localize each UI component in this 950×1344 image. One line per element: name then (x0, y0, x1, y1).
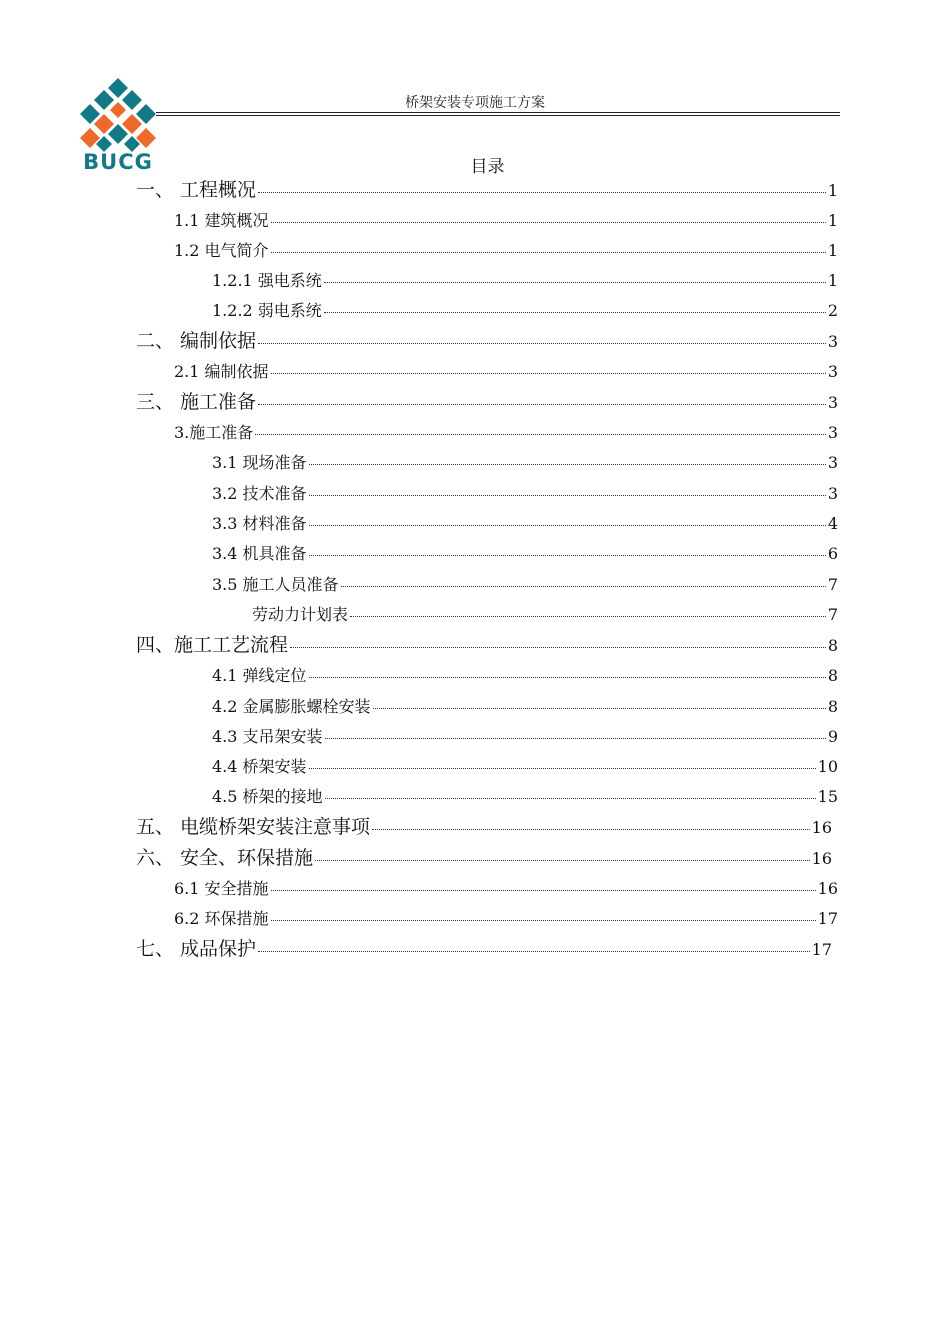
toc-entry-label: 4.1 弹线定位 (212, 666, 307, 685)
toc-page-number: 1 (827, 181, 838, 200)
toc-leader-dots (271, 889, 816, 891)
toc-entry[interactable] (212, 450, 838, 473)
toc-leader-dots (258, 403, 826, 405)
toc-page-number: 9 (827, 727, 838, 746)
toc-leader-dots (309, 767, 816, 769)
toc-entry[interactable] (136, 843, 832, 870)
toc-page-number: 3 (827, 484, 838, 503)
toc-entry-label: 2.1 编制依据 (174, 362, 269, 381)
toc-entry[interactable] (136, 326, 838, 353)
toc-page-number: 16 (811, 818, 832, 837)
toc-entry[interactable] (252, 602, 838, 625)
toc-leader-dots (290, 646, 826, 648)
toc-entry[interactable] (174, 208, 838, 231)
header-rule-thin (156, 115, 840, 116)
toc-page-number: 4 (827, 514, 838, 533)
toc-leader-dots (309, 524, 826, 526)
toc-entry-label: 劳动力计划表 (252, 605, 349, 624)
toc-leader-dots (309, 554, 826, 556)
toc-entry-label: 四、施工工艺流程 (136, 634, 289, 656)
toc-entry-label: 七、 成品保护 (136, 938, 257, 960)
toc-entry[interactable] (136, 630, 838, 657)
toc-entry[interactable] (212, 298, 838, 321)
toc-leader-dots (373, 707, 826, 709)
toc-page-number: 3 (827, 332, 838, 351)
toc-entry-label: 4.5 桥架的接地 (212, 787, 323, 806)
toc-entry[interactable] (212, 724, 838, 747)
toc-page-number: 10 (817, 757, 838, 776)
toc-entry-label: 1.2.1 强电系统 (212, 271, 322, 290)
toc-entry-label: 3.4 机具准备 (212, 544, 307, 563)
toc-page-number: 8 (827, 697, 838, 716)
toc-leader-dots (258, 950, 810, 952)
toc-entry-label: 3.1 现场准备 (212, 453, 307, 472)
toc-leader-dots (372, 828, 810, 830)
toc-page-number: 16 (817, 879, 838, 898)
toc-page-number: 8 (827, 636, 838, 655)
toc-leader-dots (325, 737, 826, 739)
toc-entry-label: 二、 编制依据 (136, 330, 257, 352)
toc-entry[interactable] (174, 906, 838, 929)
toc-entry[interactable] (136, 812, 832, 839)
toc-entry-label: 4.4 桥架安装 (212, 757, 307, 776)
toc-entry[interactable] (212, 268, 838, 291)
toc-entry[interactable] (174, 876, 838, 899)
toc-page-number: 16 (811, 849, 832, 868)
toc-entry-label: 3.施工准备 (174, 423, 254, 442)
toc-entry-label: 1.2.2 弱电系统 (212, 301, 322, 320)
toc-leader-dots (324, 281, 826, 283)
toc-leader-dots (341, 585, 826, 587)
toc-entry[interactable] (212, 572, 838, 595)
toc-entry[interactable] (174, 420, 838, 443)
toc-entry-label: 1.1 建筑概况 (174, 211, 269, 230)
toc-page-number: 7 (827, 575, 838, 594)
toc-leader-dots (255, 433, 826, 435)
toc-entry-label: 一、 工程概况 (136, 179, 257, 201)
toc-entry[interactable] (136, 175, 838, 202)
toc-leader-dots (271, 251, 826, 253)
logo-text: BUCG (83, 150, 153, 174)
toc-entry[interactable] (212, 754, 838, 777)
toc-page-number: 2 (827, 301, 838, 320)
toc-leader-dots (271, 372, 826, 374)
toc-entry[interactable] (212, 663, 838, 686)
toc-page-number: 3 (827, 393, 838, 412)
toc-leader-dots (315, 859, 810, 861)
toc-entry-label: 6.2 环保措施 (174, 909, 269, 928)
toc-entry[interactable] (136, 934, 832, 961)
toc-leader-dots (350, 615, 826, 617)
toc-page-number: 15 (817, 787, 838, 806)
toc-entry[interactable] (174, 359, 838, 382)
toc-leader-dots (271, 221, 826, 223)
toc-page-number: 17 (817, 909, 838, 928)
toc-leader-dots (324, 311, 826, 313)
toc-page-number: 7 (827, 605, 838, 624)
toc-leader-dots (325, 797, 816, 799)
toc-page-number: 3 (827, 423, 838, 442)
toc-entry-label: 1.2 电气简介 (174, 241, 269, 260)
toc-leader-dots (309, 676, 826, 678)
toc-leader-dots (271, 919, 816, 921)
toc-entry[interactable] (212, 541, 838, 564)
toc-entry-label: 三、 施工准备 (136, 391, 257, 413)
toc-page-number: 1 (827, 241, 838, 260)
toc-page-number: 6 (827, 544, 838, 563)
toc-entry-label: 3.3 材料准备 (212, 514, 307, 533)
toc-entry[interactable] (212, 784, 838, 807)
toc-entry[interactable] (212, 694, 838, 717)
toc-page-number: 1 (827, 211, 838, 230)
toc-entry-label: 3.2 技术准备 (212, 484, 307, 503)
toc-entry[interactable] (136, 387, 838, 414)
toc-entry[interactable] (212, 481, 838, 504)
toc-page-number: 1 (827, 271, 838, 290)
toc-leader-dots (258, 191, 826, 193)
toc-entry-label: 六、 安全、环保措施 (136, 847, 314, 869)
toc-entry-label: 五、 电缆桥架安装注意事项 (136, 816, 371, 838)
toc-page-number: 17 (811, 940, 832, 959)
toc-entry[interactable] (212, 511, 838, 534)
toc-entry-label: 4.2 金属膨胀螺栓安装 (212, 697, 371, 716)
toc-leader-dots (309, 463, 826, 465)
toc-leader-dots (258, 342, 826, 344)
toc-page-number: 3 (827, 453, 838, 472)
toc-page-number: 8 (827, 666, 838, 685)
toc-page-number: 3 (827, 362, 838, 381)
page-header-title: 桥架安装专项施工方案 (405, 95, 545, 111)
toc-entry[interactable] (174, 238, 838, 261)
toc-title: 目录 (470, 157, 505, 177)
toc-entry-label: 3.5 施工人员准备 (212, 575, 339, 594)
toc-entry-label: 4.3 支吊架安装 (212, 727, 323, 746)
toc-leader-dots (309, 494, 826, 496)
toc-entry-label: 6.1 安全措施 (174, 879, 269, 898)
header-rule (156, 112, 840, 113)
